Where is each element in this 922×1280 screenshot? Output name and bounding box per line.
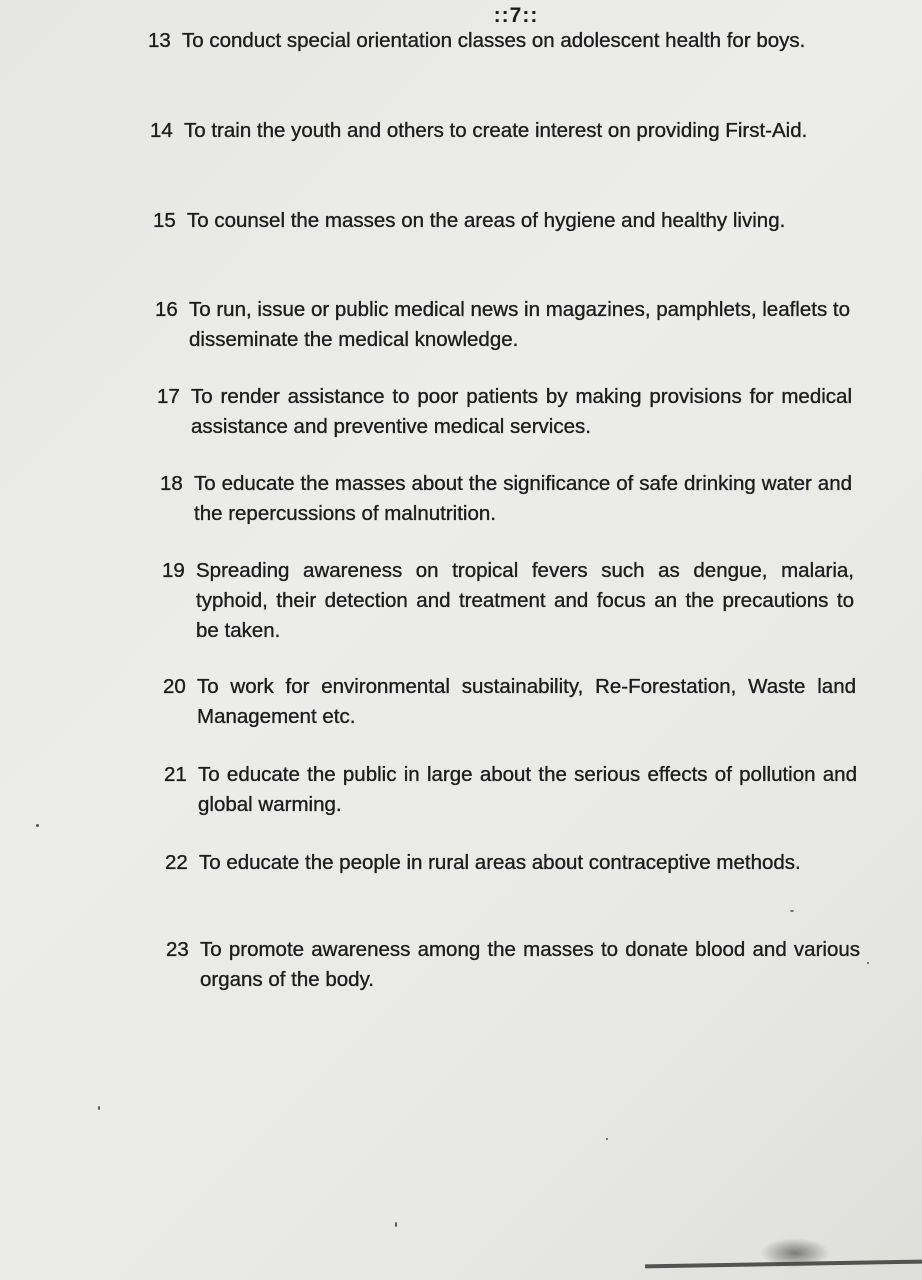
paper-speck	[867, 962, 869, 964]
list-item	[150, 116, 850, 146]
paper-speck	[606, 1138, 608, 1140]
list-item	[165, 848, 859, 878]
page-number: ::7::	[493, 4, 539, 27]
item-text: To work for environmental sustainability, Re-Forestation, Waste land Management etc.	[197, 675, 856, 728]
item-text: To counsel the masses on the areas of hygiene and healthy living.	[187, 209, 786, 232]
item-number: 17	[157, 385, 180, 408]
item-text: To educate the masses about the significance of safe drinking water and the repercussions of malnutrition.	[194, 472, 852, 525]
paper-speck	[98, 1106, 100, 1110]
list-item	[166, 935, 860, 995]
item-text: To educate the public in large about the serious effects of pollution and global warming.	[198, 763, 857, 816]
item-text: To render assistance to poor patients by making provisions for medical assistance and preventive medical services.	[191, 385, 852, 438]
paper-speck	[36, 824, 39, 827]
item-number: 15	[153, 209, 176, 232]
item-number: 20	[163, 675, 186, 698]
list-item	[160, 469, 852, 529]
item-number: 16	[155, 298, 178, 321]
list-item	[163, 672, 856, 732]
item-text: To run, issue or public medical news in magazines, pamphlets, leaflets to disseminate the medical knowledge.	[189, 298, 850, 351]
paper-speck	[790, 910, 794, 912]
list-item	[162, 556, 854, 646]
item-number: 21	[164, 763, 187, 786]
item-number: 23	[166, 938, 189, 961]
list-item	[157, 382, 852, 442]
item-text: To educate the people in rural areas about contraceptive methods.	[199, 851, 801, 874]
list-item	[153, 206, 850, 236]
item-number: 19	[162, 559, 185, 582]
item-number: 22	[165, 851, 188, 874]
item-text: To conduct special orientation classes on adolescent health for boys.	[182, 29, 806, 52]
list-item	[148, 26, 848, 56]
paper-speck	[395, 1222, 397, 1227]
item-number: 14	[150, 119, 173, 142]
list-item	[155, 295, 850, 355]
item-number: 18	[160, 472, 183, 495]
item-text: To promote awareness among the masses to donate blood and various organs of the body.	[200, 938, 860, 991]
item-text: To train the youth and others to create interest on providing First-Aid.	[184, 119, 808, 142]
item-text: Spreading awareness on tropical fevers such as dengue, malaria, typhoid, their detection and treatment and focus an the precautions to be taken.	[196, 559, 854, 642]
list-item	[164, 760, 857, 820]
item-number: 13	[148, 29, 171, 52]
